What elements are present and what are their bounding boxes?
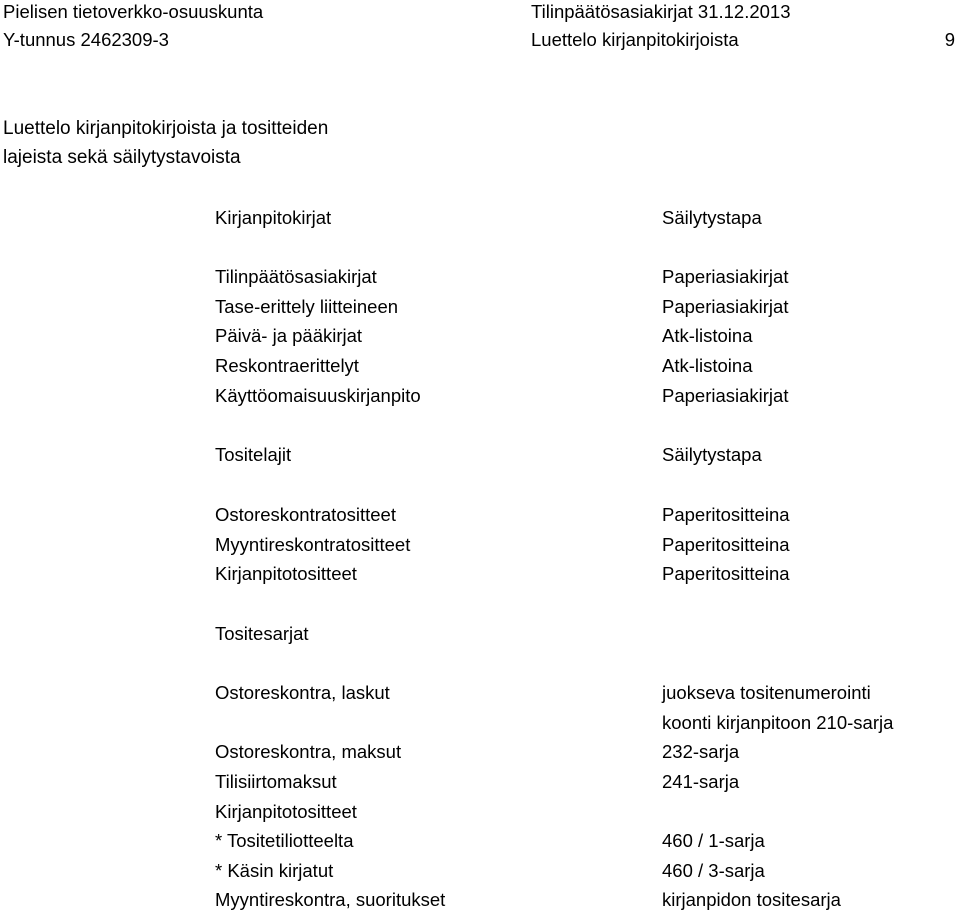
voucher-series-name: * Tositetiliotteelta bbox=[215, 830, 354, 851]
voucher-series-value: 460 / 3-sarja bbox=[662, 860, 765, 881]
voucher-series-name: Myyntireskontra, suoritukset bbox=[215, 889, 446, 910]
book-storage: Paperiasiakirjat bbox=[662, 296, 789, 317]
org-name: Pielisen tietoverkko-osuuskunta bbox=[3, 1, 264, 22]
book-storage: Atk-listoina bbox=[662, 325, 753, 346]
voucher-series-value: juokseva tositenumerointi bbox=[662, 682, 871, 703]
voucher-type-name: Myyntireskontratositteet bbox=[215, 534, 411, 555]
section-title: Luettelo kirjanpitokirjoista bbox=[531, 29, 739, 50]
doc-title: Tilinpäätösasiakirjat 31.12.2013 bbox=[531, 1, 791, 22]
voucher-series-name: Tilisiirtomaksut bbox=[215, 771, 337, 792]
book-storage: Paperiasiakirjat bbox=[662, 385, 789, 406]
voucher-types-heading: Tositelajit bbox=[215, 444, 292, 465]
intro-line-1: Luettelo kirjanpitokirjoista ja tositteiden bbox=[3, 118, 329, 139]
intro-line-2: lajeista sekä säilytystavoista bbox=[3, 147, 241, 168]
book-name: Tilinpäätösasiakirjat bbox=[215, 266, 377, 287]
voucher-series-name: * Käsin kirjatut bbox=[215, 860, 334, 881]
books-heading: Kirjanpitokirjat bbox=[215, 207, 332, 228]
voucher-series-name: Kirjanpitotositteet bbox=[215, 801, 357, 822]
voucher-series-value: koonti kirjanpitoon 210-sarja bbox=[662, 712, 894, 733]
voucher-series-value: 241-sarja bbox=[662, 771, 740, 792]
book-name: Päivä- ja pääkirjat bbox=[215, 325, 363, 346]
book-name: Käyttöomaisuuskirjanpito bbox=[215, 385, 421, 406]
voucher-type-name: Kirjanpitotositteet bbox=[215, 563, 357, 584]
voucher-type-storage: Paperitositteina bbox=[662, 504, 790, 525]
voucher-series-value: kirjanpidon tositesarja bbox=[662, 889, 841, 910]
book-name: Reskontraerittelyt bbox=[215, 355, 359, 376]
voucher-series-value: 460 / 1-sarja bbox=[662, 830, 765, 851]
books-storage-heading: Säilytystapa bbox=[662, 207, 762, 228]
page-number: 9 bbox=[944, 29, 955, 50]
voucher-series-value: 232-sarja bbox=[662, 741, 740, 762]
book-storage: Atk-listoina bbox=[662, 355, 753, 376]
voucher-series-heading: Tositesarjat bbox=[215, 623, 309, 644]
voucher-series-name: Ostoreskontra, maksut bbox=[215, 741, 402, 762]
voucher-type-storage: Paperitositteina bbox=[662, 534, 790, 555]
voucher-types-storage-heading: Säilytystapa bbox=[662, 444, 762, 465]
voucher-type-storage: Paperitositteina bbox=[662, 563, 790, 584]
voucher-type-name: Ostoreskontratositteet bbox=[215, 504, 396, 525]
business-id: Y-tunnus 2462309-3 bbox=[3, 29, 169, 50]
voucher-series-name: Ostoreskontra, laskut bbox=[215, 682, 390, 703]
book-name: Tase-erittely liitteineen bbox=[215, 296, 399, 317]
book-storage: Paperiasiakirjat bbox=[662, 266, 789, 287]
